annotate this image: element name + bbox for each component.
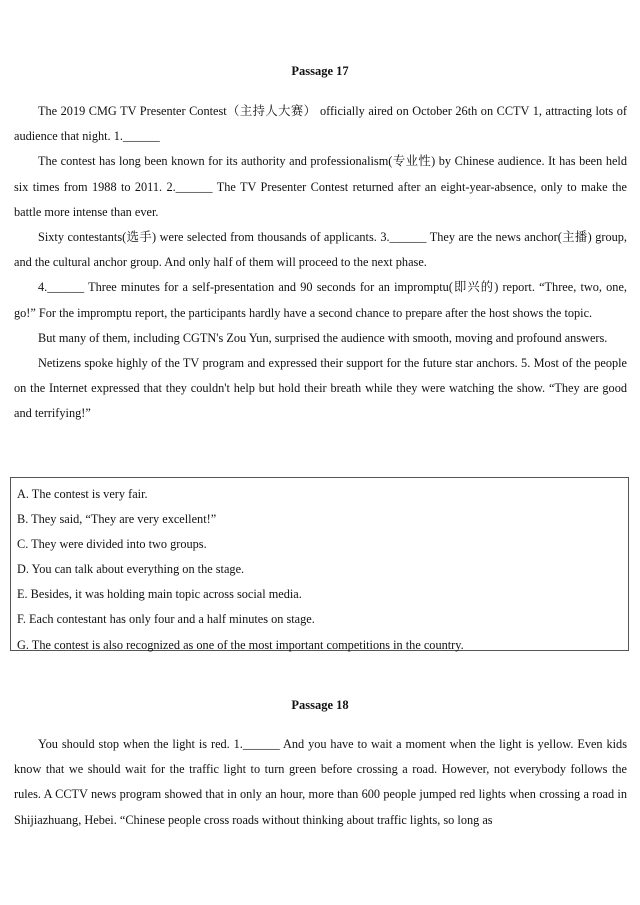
option-f: F. Each contestant has only four and a half minutes on stage.: [17, 612, 315, 627]
option-a: A. The contest is very fair.: [17, 487, 148, 501]
passage-18-paragraph: You should stop when the light is red. 1.______ And you have to wait a moment when the light is yellow. Even kids know that we should wait for the traffic light to turn green before crossing a road. However, not everybody follows the rules. A CCTV news program showed that in only an hour, more than 600 people jumped red lights when crossing a road in Shijiazhuang, Hebei. “Chinese people cross roads without thinking about traffic lights, so long as: [14, 737, 627, 827]
option-d: D. You can talk about everything on the stage.: [17, 562, 245, 577]
option-e: E. Besides, it was holding main topic across social media.: [17, 587, 302, 602]
option-b: B. They said, “They are very excellent!”: [17, 512, 217, 527]
answer-options-box: [10, 477, 629, 651]
passage-17-paragraph: 4.______ Three minutes for a self-presentation and 90 seconds for an impromptu(即兴的) report. “Three, two, one, go!” For the impromptu report, the participants hardly have a second chance to prepare after the host shows the topic.: [14, 280, 627, 320]
passage-17-paragraph: Sixty contestants(选手) were selected from thousands of applicants. 3.______ They are the news anchor(主播) group, and the cultural anchor group. And only half of them will proceed to the next phase.: [14, 230, 627, 270]
passage-17-paragraph: The contest has long been known for its authority and professionalism(专业性) by Chinese audience. It has been held six times from 1988 to 2011. 2.______ The TV Presenter Contest returned after an eight-year-absence, only to make the battle more intense than ever.: [14, 154, 627, 219]
option-c: C. They were divided into two groups.: [17, 537, 207, 552]
passage-17-paragraph: The 2019 CMG TV Presenter Contest（主持人大赛） officially aired on October 26th on CCTV 1, attracting lots of audience that night. 1.______: [14, 104, 627, 144]
passage-17-paragraph: Netizens spoke highly of the TV program and expressed their support for the future star anchors. 5. Most of the people on the Internet expressed that they couldn't help but hold their breath while they were watching the show. “They are good and terrifying!”: [14, 356, 627, 421]
passage-17-title: Passage 17: [291, 64, 349, 78]
passage-17-paragraph: But many of them, including CGTN's Zou Yun, surprised the audience with smooth, moving and profound answers.: [38, 330, 608, 345]
passage-18-body: [14, 732, 627, 833]
option-g: G. The contest is also recognized as one of the most important competitions in the country.: [17, 637, 464, 652]
passage-17-body: [14, 99, 627, 427]
passage-18-title: Passage 18: [291, 698, 349, 712]
